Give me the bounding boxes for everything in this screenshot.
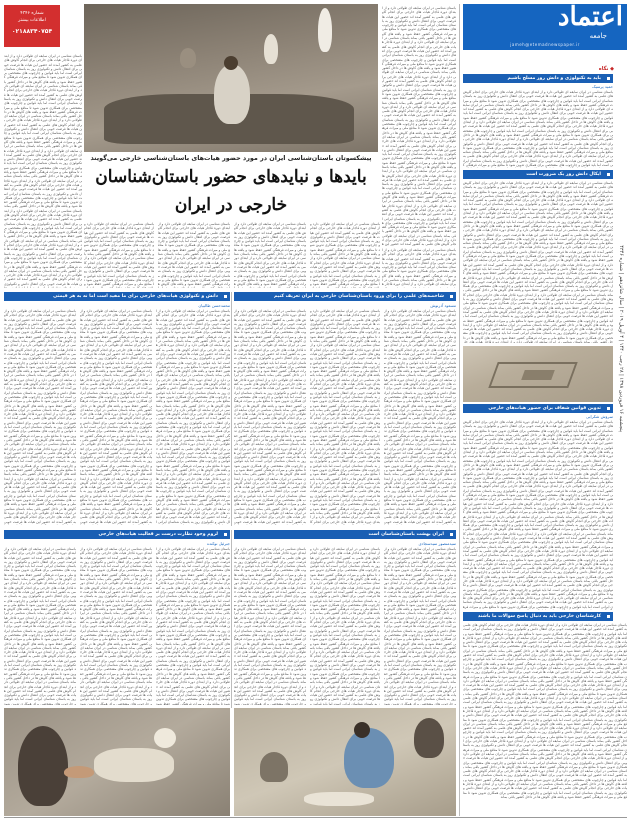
article-2-byline: محمدحسن طالبیان (198, 303, 230, 308)
square-icon (607, 173, 610, 176)
sidebar-section-1-text: باستان شناسی در ایران سابقه ای طولانی دارد و از ابتدای دوره قاجار هیات های خارجی برای انجام کاوش های علمی به کشور آمده اند حضور این هیات ها فرصت خوبی برای انتقال دانش و تکنولوژی روز به باستان شناسان ایرانی است اما باید قوانین و چارچوب های مشخصی برای همکاری تدوین شود تا منافع ملی و میراث فرهنگی کشور حفظ شود و یافته های کاوش ها در داخل کشور باقی بماند باستان شناسی در ایران سابقه ای طولانی دارد و از ابتدای دوره قاجار هیات های خارجی برای انجام کاوش های علمی به کشور آمده اند حضور این هیات ها فرصت خوبی برای انتقال دانش و تکنولوژی روز به باستان شناسان ایرانی است اما باید قوانین و چارچوب های مشخصی برای همکاری تدوین شود تا منافع ملی و میراث فرهنگی کشور حفظ شود و یافته های کاوش ها در داخل کشور باقی بماند باستان شناسی در ایران سابقه ای طولانی دارد و از ابتدای دوره قاجار هیات های خارجی برای انجام کاوش های علمی به کشور آمده اند حضور این هیات ها فرصت خوبی برای انتقال دانش و تکنولوژی روز به باستان شناسان ایرانی است اما باید قوانین و چارچوب های مشخصی برای همکاری تدوین شود تا منافع ملی و میراث فرهنگی کشور حفظ شود و یافته های کاوش ها در داخل کشور باقی بماند باستان شناسی در ایران سابقه ای طولانی دارد و از ابتدای دوره قاجار هیات های خارجی برای انجام کاوش های علمی به کشور آمده اند حضور این هیات ها فرصت خوبی برای انتقال دانش و تکنولوژی روز به باستان شناسان ایرانی است اما باید قوانین و چارچوب های مشخصی برای همکاری تدوین شود تا منافع ملی و میراث فرهنگی کشور حفظ شود و یافته های کاوش ها در داخل کشور باقی بماند باستان شناسی در ایران سابقه ای طولانی دارد و از ابتدای دوره قاجار هیات های خارجی برای انجام کاوش های علمی به کشور آمده اند حضور این هیات ها فرصت خوبی برای انتقال دانش و تکنولوژی روز به باستان شناسان ایرانی است اما باید قوانین و چارچوب های مشخصی برای همکاری تدوین شود تا منافع ملی و میراث فرهنگی ک (463, 90, 613, 168)
square-icon (607, 407, 610, 410)
square-icon (450, 295, 453, 298)
square-icon (450, 533, 453, 536)
article-4-col-2: باستان شناسی در ایران سابقه ای طولانی دارد و از ابتدای دوره قاجار هیات های خارجی برای انجام کاوش های علمی به کشور آمده اند حضور این هیات ها فرصت خوبی برای انتقال دانش و تکنولوژی روز به باستان شناسان ایرانی است اما باید قوانین و چارچوب های مشخصی برای همکاری تدوین شود تا منافع ملی و میراث فرهنگی کشور حفظ شود و یافته های کاوش ها در داخل کشور باقی بماند باستان شناسی در ایران سابقه ای طولانی دارد و از ابتدای دوره قاجار هیات های خارجی برای انجام کاوش های علمی به کشور آمده اند حضور این هیات ها فرصت خوبی برای انتقال دانش و تکنولوژی روز به باستان شناسان ایرانی است اما باید قوانین و چارچوب های مشخصی برای همکاری تدوین شود تا منافع ملی و میراث فرهنگی کشور حفظ شود و یافته های کاوش ها در داخل کشور باقی بماند باستان شناسی در ایران سابقه ای طولانی دارد و از ابتدای دوره قاجار هیات های خارجی برای انجام کاوش های علمی به کشور آمده اند حضور این هیات ها فرصت خوبی برای انتقال دانش و تکنولوژی روز به باستان شناسان ایرانی است اما باید قوانین و چارچوب های مشخصی برای همکاری تدوین شود تا منافع ملی و میراث فرهنگی کشور حفظ شود و یافته های کاوش ها در داخل کشور باقی بماند باستان شناسی در ایران سابقه ای طولانی دارد و از ابتدای دوره قاجار هیات های خارجی برای انجام کاوش های علمی به کشور آمده اند حضور این هیات ها فرصت خوبی برای انتقال دانش و تکنولوژی روز به باستان شناسان ایرانی است اما باید قوانین و چارچوب های مشخصی برای همکاری تدوین شود تا منافع ملی و میراث فرهنگی کشور حفظ شود و یافته های کاوش ها در داخل کشور باقی بماند باستان شناسی در ایران سابقه ای طولانی دارد و از ابتدای دوره قاجار هیات های خارجی برای انجام کاوش های علمی به کشور آمده اند حضور این هیات ها فرصت خوبی برای انتقال دانش و تکنولوژی روز به باستان شناسان ایرانی است اما باید قوانین و چارچوب های مشخصی برای همکاری تدوین شود (80, 547, 152, 705)
sidebar-divider (459, 4, 460, 816)
sidebar-section-1-byline: حمید پرسیک (592, 84, 613, 89)
article-4-col-1: باستان شناسی در ایران سابقه ای طولانی دارد و از ابتدای دوره قاجار هیات های خارجی برای انجام کاوش های علمی به کشور آمده اند حضور این هیات ها فرصت خوبی برای انتقال دانش و تکنولوژی روز به باستان شناسان ایرانی است اما باید قوانین و چارچوب های مشخصی برای همکاری تدوین شود تا منافع ملی و میراث فرهنگی کشور حفظ شود و یافته های کاوش ها در داخل کشور باقی بماند باستان شناسی در ایران سابقه ای طولانی دارد و از ابتدای دوره قاجار هیات های خارجی برای انجام کاوش های علمی به کشور آمده اند حضور این هیات ها فرصت خوبی برای انتقال دانش و تکنولوژی روز به باستان شناسان ایرانی است اما باید قوانین و چارچوب های مشخصی برای همکاری تدوین شود تا منافع ملی و میراث فرهنگی کشور حفظ شود و یافته های کاوش ها در داخل کشور باقی بماند باستان شناسی در ایران سابقه ای طولانی دارد و از ابتدای دوره قاجار هیات های خارجی برای انجام کاوش های علمی به کشور آمده اند حضور این هیات ها فرصت خوبی برای انتقال دانش و تکنولوژی روز به باستان شناسان ایرانی است اما باید قوانین و چارچوب های مشخصی برای همکاری تدوین شود تا منافع ملی و میراث فرهنگی کشور حفظ شود و یافته های کاوش ها در داخل کشور باقی بماند باستان شناسی در ایران سابقه ای طولانی دارد و از ابتدای دوره قاجار هیات های خارجی برای انجام کاوش های علمی به کشور آمده اند حضور این هیات ها فرصت خوبی برای انتقال دانش و تکنولوژی روز به باستان شناسان ایرانی است اما باید قوانین و چارچوب های مشخصی برای همکاری تدوین شود تا منافع ملی و میراث فرهنگی کشور حفظ شود و یافته های کاوش ها در داخل کشور باقی بماند باستان شناسی در ایران سابقه ای طولانی دارد و از ابتدای دوره قاجار هیات های خارجی برای انجام کاوش های علمی به کشور آمده اند حضور این هیات ها فرصت خوبی برای انتقال دانش و تکنولوژی روز به باستان شناسان ایرانی است اما باید قوانین و چارچوب های مشخصی برای همکاری تدوین شود (4, 547, 76, 705)
photo-pottery-excavation (234, 708, 456, 816)
article-2-col-2: باستان شناسی در ایران سابقه ای طولانی دارد و از ابتدای دوره قاجار هیات های خارجی برای انجام کاوش های علمی به کشور آمده اند حضور این هیات ها فرصت خوبی برای انتقال دانش و تکنولوژی روز به باستان شناسان ایرانی است اما باید قوانین و چارچوب های مشخصی برای همکاری تدوین شود تا منافع ملی و میراث فرهنگی کشور حفظ شود و یافته های کاوش ها در داخل کشور باقی بماند باستان شناسی در ایران سابقه ای طولانی دارد و از ابتدای دوره قاجار هیات های خارجی برای انجام کاوش های علمی به کشور آمده اند حضور این هیات ها فرصت خوبی برای انتقال دانش و تکنولوژی روز به باستان شناسان ایرانی است اما باید قوانین و چارچوب های مشخصی برای همکاری تدوین شود تا منافع ملی و میراث فرهنگی کشور حفظ شود و یافته های کاوش ها در داخل کشور باقی بماند باستان شناسی در ایران سابقه ای طولانی دارد و از ابتدای دوره قاجار هیات های خارجی برای انجام کاوش های علمی به کشور آمده اند حضور این هیات ها فرصت خوبی برای انتقال دانش و تکنولوژی روز به باستان شناسان ایرانی است اما باید قوانین و چارچوب های مشخصی برای همکاری تدوین شود تا منافع ملی و میراث فرهنگی کشور حفظ شود و یافته های کاوش ها در داخل کشور باقی بماند باستان شناسی در ایران سابقه ای طولانی دارد و از ابتدای دوره قاجار هیات های خارجی برای انجام کاوش های علمی به کشور آمده اند حضور این هیات ها فرصت خوبی برای انتقال دانش و تکنولوژی روز به باستان شناسان ایرانی است اما باید قوانین و چارچوب های مشخصی برای همکاری تدوین شود تا منافع ملی و میراث فرهنگی کشور حفظ شود و یافته های کاوش ها در داخل کشور باقی بماند باستان شناسی در ایران سابقه ای طولانی دارد و از ابتدای دوره قاجار هیات های خارجی برای انجام کاوش های علمی به کشور آمده اند حضور این هیات ها فرصت خوبی برای انتقال دانش و تکنولوژی روز به باستان شناسان ایرانی است اما باید قوانین و چارچوب های مشخصی برای همکاری تدوین شود تا منافع ملی و میراث فرهنگی کشور حفظ شود و یافته های کاوش ها در داخل کشور باقی بماند باستان شناسی در ایران سابقه ای طولانی دارد و از ابتدای دوره قاجار هیات های خارجی برای انجام کاوش های علمی به کشور آمده اند حضور این هیات ها فرصت خوبی برای انتقال دانش و تکنولوژی روز به باستان شناسان ایرانی است اما باید قوانین و چارچوب های مشخصی برای همکاری تدوین شود تا منافع ملی و میراث فرهنگی کشور حفظ شود و یافته های کاوش ها در داخل کشور باقی بماند باستان شناسی در ایران سابقه ای طولانی دارد و از ابتدای دوره قاجار هیات های خارجی برای انجام کاوش های علمی به کشور آمده اند حضور این هیات ها فرصت خوبی (80, 309, 152, 524)
article-row-2-divider (231, 530, 232, 708)
article-4-byline: جبرئیل نوکنده (207, 541, 230, 546)
archaeologist-figure-4 (180, 48, 196, 68)
bone-fragments (304, 792, 374, 806)
lead-photo-excavation (84, 4, 378, 152)
masthead-logo: اعتماد (557, 2, 623, 32)
article-row-1-divider (231, 292, 232, 526)
ad-box (4, 5, 60, 47)
sidebar-section-4-text: باستان شناسی در ایران سابقه ای طولانی دارد و از ابتدای دوره قاجار هیات های خارجی برای انجام کاوش های علمی به کشور آمده اند حضور این هیات ها فرصت خوبی برای انتقال دانش و تکنولوژی روز به باستان شناسان ایرانی است اما باید قوانین و چارچوب های مشخصی برای همکاری تدوین شود تا منافع ملی و میراث فرهنگی کشور حفظ شود و یافته های کاوش ها در داخل کشور باقی بماند باستان شناسی در ایران سابقه ای طولانی دارد و از ابتدای دوره قاجار هیات های خارجی برای انجام کاوش های علمی به کشور آمده اند حضور این هیات ها فرصت خوبی برای انتقال دانش و تکنولوژی روز به باستان شناسان ایرانی است اما باید قوانین و چارچوب های مشخصی برای همکاری تدوین شود تا منافع ملی و میراث فرهنگی کشور حفظ شود و یافته های کاوش ها در داخل کشور باقی بماند باستان شناسی در ایران سابقه ای طولانی دارد و از ابتدای دوره قاجار هیات های خارجی برای انجام کاوش های علمی به کشور آمده اند حضور این هیات ها فرصت خوبی برای انتقال دانش و تکنولوژی روز به باستان شناسان ایرانی است اما باید قوانین و چارچوب های مشخصی برای همکاری تدوین شود تا منافع ملی و میراث فرهنگی کشور حفظ شود و یافته های کاوش ها در داخل کشور باقی بماند باستان شناسی در ایران سابقه ای طولانی دارد و از ابتدای دوره قاجار هیات های خارجی برای انجام کاوش های علمی به کشور آمده اند حضور این هیات ها فرصت خوبی برای انتقال دانش و تکنولوژی روز به باستان شناسان ایرانی است اما باید قوانین و چارچوب های مشخصی برای همکاری تدوین شود تا منافع ملی و میراث فرهنگی کشور حفظ شود و یافته های کاوش ها در داخل کشور باقی بماند باستان شناسی در ایران سابقه ای طولانی دارد و از ابتدای دوره قاجار هیات های خارجی برای انجام کاوش های علمی به کشور آمده اند حضور این هیات ها فرصت خوبی برای انتقال دانش و تکنولوژی روز به باستان شناسان ایرانی است اما باید قوانین و چارچوب های مشخصی برای همکاری تدوین شود تا منافع ملی و میراث فرهنگی کشور حفظ شود و یافته های کاوش ها در داخل کشور باقی بماند باستان شناسی در ایران سابقه ای طولانی دارد و از ابتدای دوره قاجار هیات های خارجی برای انجام کاوش های علمی به کشور آمده اند حضور این هیات ها فرصت خوبی برای انتقال دانش و تکنولوژی روز به باستان شناسان ایرانی است اما باید قوانین و چارچوب های مشخصی برای همکاری تدوین شود تا منافع ملی و میراث فرهنگی کشور حفظ شود و یافته های کاوش ها در داخل کشور باقی بماند باستان شناسی در ایران سابقه ای طولانی دارد و از ابتدای دوره قاجار هیات های خارجی برای انجام کاوش های علمی به کشور آمده اند حضور این هیات ها فرصت خوبی برای انتقال دانش و تکنولوژی روز به باستان شناسان ایرانی است اما باید قوانین و چارچوب های مشخصی برای همکاری تدوین شود تا منافع ملی و میراث فرهنگی کشور حفظ شود و یافته های کاوش ها در داخل کشور باقی بماند باستان شناسی در ایران سابقه ای طولانی دارد و از ابتدای دوره قاجار هیات های خارجی برای انجام کاوش های علمی به کشور آمده اند حضور این هیات ها فرصت خوبی برای انتقال دانش و تکنولوژی روز به باستان شناسان ایرانی است اما باید قوانین و چارچوب های مشخصی برای همکاری تدوین شود تا منافع ملی و میراث فرهنگی کشور حفظ شود و یافته های کاوش ها در داخل کشور باقی بماند باستان شناسی در ایران سابقه ای طولانی دارد و از ابتدای دوره قاجار هیات های خارجی برای انجام کاوش های علمی به کشور آمده اند حضور این هیات ها فرصت خوبی برای انتقال دانش و تکنولوژی روز به باستان شناسان ایرانی است اما باید قوانین و چارچوب های مشخصی برای همکاری تدوین شود تا منافع ملی و میراث فرهنگی کشور حفظ شود و یافته های کاوش ها در داخل کشور باقی بماند باستان شناسی در ایران سابقه ای طولانی دارد و از ابتدای دوره قاجار هیات های خارجی برای انجام کاوش های علمی به کشور آمده اند حضور این هیات ها فرصت خوبی برای انتقال دانش و تکنولوژی روز به باستان شناسان ایرانی است اما باید قوانین و چارچوب های مشخصی برای همکاری تدوین شود تا منافع ملی و میراث فرهنگی کشور حفظ شود و یافته های کاوش ها در داخل کشور باقی بماند باستان شناسی در ایران سابقه ای طولانی دارد و از ابتدای دوره قاجار هیات های خارجی برای انجام کاوش های علمی به کشور آمده اند حضور این هیات ها فرصت خوبی برای انتقال دانش و تکنولوژی روز به باستان شناسان ایرانی است اما باید قوانین و چارچوب های مشخصی برای همکاری تدوین شود تا منافع ملی و میراث فرهنگی کشور حفظ شود و یافته های کاوش ها در داخل کشور باقی بماند باستان شناسی در ایران سابقه ای طولانی دارد و از ابتدای دوره قاجار هیات های خارجی برای انجام کاوش های علمی به کشور آمده اند حضور این هیات ها فرصت خوبی برای انتقال دانش و تکنولوژی روز به باستان شناسان ایرانی است اما باید قوانین و چارچوب های مشخصی برای همکاری تدوین شود تا منافع ملی و میراث فرهنگی کشور حفظ شود و یافته های کاوش ها در داخل کشور باقی بماند (463, 623, 627, 799)
skull (154, 728, 176, 748)
article-2-title: دانش و تکنولوژی هیات‌های خارجی برای ما مفید است اما نه به هر قیمتی (4, 292, 230, 301)
excavator-figure-2 (414, 718, 444, 758)
square-icon (607, 77, 610, 80)
masthead-email: jameh@etemadnewspaper.ir (510, 42, 580, 47)
sidebar-tag-label: نگاه (598, 66, 609, 72)
lead-body-col-3: باستان شناسی در ایران سابقه ای طولانی دارد و از ابتدای دوره قاجار هیات های خارجی برای انجام کاوش های علمی به کشور آمده اند حضور این هیات ها فرصت خوبی برای انتقال دانش و تکنولوژی روز به باستان شناسان ایرانی است اما باید قوانین و چارچوب های مشخصی برای همکاری تدوین شود تا منافع ملی و میراث فرهنگی کشور حفظ شود و یافته های کاوش ها در داخل کشور باقی بماند باستان شناسی در ایران سابقه ای طولانی دارد و از ابتدای دوره قاجار هیات های خارجی برای انجام کاوش های علمی به کشور آمده اند حضور این هیات ها فرصت خوبی برای انتقال دانش و تکنولوژی روز به باستان شناسان ایرانی است اما باید قوانین و چارچوب های مشخصی برای همکاری تدوین شود تا منافع ملی و میراث فرهنگی کشور حفظ شود و یافته های کاوش ه (234, 222, 306, 287)
article-1-byline: مسعود آذرنوش (430, 303, 456, 308)
archaeologist-head (224, 56, 238, 70)
sidebar-section-4-title: کارشناسان خارجی باید به دنبال پاسخ سوالات ما باشند (463, 612, 613, 621)
sidebar-tag (560, 66, 614, 74)
article-3-col-3: باستان شناسی در ایران سابقه ای طولانی دارد و از ابتدای دوره قاجار هیات های خارجی برای انجام کاوش های علمی به کشور آمده اند حضور این هیات ها فرصت خوبی برای انتقال دانش و تکنولوژی روز به باستان شناسان ایرانی است اما باید قوانین و چارچوب های مشخصی برای همکاری تدوین شود تا منافع ملی و میراث فرهنگی کشور حفظ شود و یافته های کاوش ها در داخل کشور باقی بماند باستان شناسی در ایران سابقه ای طولانی دارد و از ابتدای دوره قاجار هیات های خارجی برای انجام کاوش های علمی به کشور آمده اند حضور این هیات ها فرصت خوبی برای انتقال دانش و تکنولوژی روز به باستان شناسان ایرانی است اما باید قوانین و چارچوب های مشخصی برای همکاری تدوین شود تا منافع ملی و میراث فرهنگی کشور حفظ شود و یافته های کاوش ها در داخل کشور باقی بماند باستان شناسی در ایران سابقه ای طولانی دارد و از ابتدای دوره قاجار هیات های خارجی برای انجام کاوش های علمی به کشور آمده اند حضور این هیات ها فرصت خوبی برای انتقال دانش و تکنولوژی روز به باستان شناسان ایرانی است اما باید قوانین و چارچوب های مشخصی برای همکاری تدوین شود تا منافع ملی و میراث فرهنگی کشور حفظ شود و یافته های کاوش ها در داخل کشور باقی بماند باستان شناسی در ایران سابقه ای طولانی دارد و از ابتدای دوره قاجار هیات های خارجی برای انجام کاوش های علمی به کشور آمده اند حضور این هیات ها فرصت خوبی برای انتقال دانش و تکنولوژی روز به باستان شناسان ایرانی است اما باید قوانین و چارچوب های مشخصی برای همکاری تدوین شود تا منافع ملی و میراث فرهنگی کشور حفظ شود و یافته های کاوش ها در داخل کشور باقی بماند باستان شناسی در ایران سابقه ای طولانی دارد و از ابتدای دوره قاجار هیات های خارجی برای انجام کاوش های علمی به کشور آمده اند حضور این هیات ها فرصت خوبی برای انتقال دانش و تکنولوژی روز به باستان شناسان ایرانی است اما باید قوانین و چارچوب های مشخصی برای همکاری تدوین شود (384, 547, 456, 705)
ad-line-2: اطلاعات بیشتر (18, 18, 46, 23)
site-structure (521, 370, 555, 380)
pottery-jar (260, 752, 288, 782)
dateline-text: پنجشنبه ۱۶ فروردین ۱۳۹۸ | ۲۸ رجب ۱۴۴۰ | ۴ آوریل ۲۰۱۹ | سال شانزدهم | شماره ۴۳۴۶ (618, 245, 624, 432)
square-icon (224, 295, 227, 298)
lead-headline-line-1: بایدها و نبایدهای حضور باستان‌شناسان (95, 167, 367, 187)
article-1-col-2: باستان شناسی در ایران سابقه ای طولانی دارد و از ابتدای دوره قاجار هیات های خارجی برای انجام کاوش های علمی به کشور آمده اند حضور این هیات ها فرصت خوبی برای انتقال دانش و تکنولوژی روز به باستان شناسان ایرانی است اما باید قوانین و چارچوب های مشخصی برای همکاری تدوین شود تا منافع ملی و میراث فرهنگی کشور حفظ شود و یافته های کاوش ها در داخل کشور باقی بماند باستان شناسی در ایران سابقه ای طولانی دارد و از ابتدای دوره قاجار هیات های خارجی برای انجام کاوش های علمی به کشور آمده اند حضور این هیات ها فرصت خوبی برای انتقال دانش و تکنولوژی روز به باستان شناسان ایرانی است اما باید قوانین و چارچوب های مشخصی برای همکاری تدوین شود تا منافع ملی و میراث فرهنگی کشور حفظ شود و یافته های کاوش ها در داخل کشور باقی بماند باستان شناسی در ایران سابقه ای طولانی دارد و از ابتدای دوره قاجار هیات های خارجی برای انجام کاوش های علمی به کشور آمده اند حضور این هیات ها فرصت خوبی برای انتقال دانش و تکنولوژی روز به باستان شناسان ایرانی است اما باید قوانین و چارچوب های مشخصی برای همکاری تدوین شود تا منافع ملی و میراث فرهنگی کشور حفظ شود و یافته های کاوش ها در داخل کشور باقی بماند باستان شناسی در ایران سابقه ای طولانی دارد و از ابتدای دوره قاجار هیات های خارجی برای انجام کاوش های علمی به کشور آمده اند حضور این هیات ها فرصت خوبی برای انتقال دانش و تکنولوژی روز به باستان شناسان ایرانی است اما باید قوانین و چارچوب های مشخصی برای همکاری تدوین شود تا منافع ملی و میراث فرهنگی کشور حفظ شود و یافته های کاوش ها در داخل کشور باقی بماند باستان شناسی در ایران سابقه ای طولانی دارد و از ابتدای دوره قاجار هیات های خارجی برای انجام کاوش های علمی به کشور آمده اند حضور این هیات ها فرصت خوبی برای انتقال دانش و تکنولوژی روز به باستان شناسان ایرانی است اما باید قوانین و چارچوب های مشخصی برای همکاری تدوین شود تا منافع ملی و میراث فرهنگی کشور حفظ شود و یافته های کاوش ها در داخل کشور باقی بماند باستان شناسی در ایران سابقه ای طولانی دارد و از ابتدای دوره قاجار هیات های خارجی برای انجام کاوش های علمی به کشور آمده اند حضور این هیات ها فرصت خوبی برای انتقال دانش و تکنولوژی روز به باستان شناسان ایرانی است اما باید قوانین و چارچوب های مشخصی برای همکاری تدوین شود تا منافع ملی و میراث فرهنگی کشور حفظ شود و یافته های کاوش ها در داخل کشور باقی بماند باستان شناسی در ایران سابقه ای طولانی دارد و از ابتدای دوره قاجار هیات های خارجی برای انجام کا (310, 309, 380, 524)
excavator-figure-blue (344, 728, 394, 788)
square-icon (224, 533, 227, 536)
lead-body-col-1: باستان شناسی در ایران سابقه ای طولانی دارد و از ابتدای دوره قاجار هیات های خارجی برای انجام کاوش های علمی به کشور آمده اند حضور این هیات ها فرصت خوبی برای انتقال دانش و تکنولوژی روز به باستان شناسان ایرانی است اما باید قوانین و چارچوب های مشخصی برای همکاری تدوین شود تا منافع ملی و میراث فرهنگی کشور حفظ شود و یافته های کاوش ها در داخل کشور باقی بماند باستان شناسی در ایران سابقه ای طولانی دارد و از ابتدای دوره قاجار هیات های خارجی برای انجام کاوش های علمی به کشور آمده اند حضور این هیات ها فرصت خوبی برای انتقال دانش و تکنولوژی روز به باستان شناسان ایرانی است اما باید قوانین و چارچوب های مشخصی برای همکاری تدوین شود تا منافع ملی و میراث فرهنگی کشور حفظ شود و (84, 222, 154, 287)
article-4-title: لزوم وجود نظارت درست بر فعالیت هیات‌های خارجی (4, 530, 230, 539)
sidebar-photo-aerial-site (463, 346, 613, 402)
sidebar-section-3-title: تدوین قوانین شفاف برای حضور هیات‌های خارجی (463, 404, 613, 413)
article-3-title: ایران بهشت باستان‌شناسان است (234, 530, 456, 539)
square-icon (607, 615, 610, 618)
ad-phone: ۰۲۱۸۸۳۴۰۷۵۴ (11, 28, 53, 35)
archaeologist-figure-main (214, 64, 250, 124)
masthead-section: جامعه (589, 32, 607, 40)
lead-intro-text: باستان شناسی در ایران سابقه ای طولانی دارد و از ابتدای دوره قاجار هیات های خارجی برای انجام کاوش های علمی به کشور آمده اند حضور این هیات ها فرصت خوبی برای انتقال دانش و تکنولوژی روز به باستان شناسان ایرانی است اما باید قوانین و چارچوب های مشخصی برای همکاری تدوین شود تا منافع ملی و میراث فرهنگی کشور حفظ شود و یافته های کاوش ها در داخل کشور باقی بماند باستان شناسی در ایران سابقه ای طولانی دارد و از ابتدای دوره قاجار هیات های خارجی برای انجام کاوش های علمی به کشور آمده اند حضور این هیات ها فرصت خوبی برای انتقال دانش و تکنولوژی روز به باستان شناسان ایرانی است اما باید قوانین و چارچوب های مشخصی برای همکاری تدوین شود تا منافع ملی و میراث فرهنگی کشور حفظ شود و یافته های کاوش ها در داخل کشور باقی بماند باستان شناسی در ایران سابقه ای طولانی دارد و از ابتدای دوره قاجار هیات های خارجی برای انجام کاوش های علمی به کشور آمده اند حضور این هیات ها فرصت خوبی برای انتقال دانش و تکنولوژی روز به باستان شناسان ایرانی است اما باید قوانین و چارچوب های مشخصی برای همکاری تدوین شود تا منافع ملی و میراث فرهنگی کشور حفظ شود و یافته های کاوش ها در داخل کشور باقی بماند باستان شناسی در ایران سابقه ای طولانی دارد و از ابتدای دوره قاجار هیات های خارجی برای انجام کاوش های علمی به کشور آمده اند حضور این هیات ها فرصت خوبی برای انتقال دانش و تکنولوژی روز به باستان شناسان ایرانی است اما باید قوانین و چارچوب های مشخصی برای همکاری تدوین شود تا منافع ملی و میراث فرهنگی کشور حفظ شود و یافته های کاوش ها در داخل کشور باقی بماند باستان شناسی در ایران سابقه ای طولانی دارد و از ابتدای دوره قاجار هیات های خارجی برای انجام کاوش های علمی به کشور آمده اند حضور این هیات ها فرصت خوبی برای انتقال دانش و تکنولوژی روز به باستان شناسان ایرانی است اما باید قوانین و چارچوب های مشخصی برای همکاری تدوین شود تا منافع ملی و میراث فرهنگی کشور حفظ شود و یافته های کاوش ها در داخل کشور باقی بماند باستان شناسی در ایران سابقه ای طولانی دارد و از ابتدای دوره قاجار هیات های خارجی برای انجام کاوش های علمی به کشور آمده اند حضور این هیات ها فرصت خوبی برای انتقال دانش و تکنولوژی روز به باستان شناسان ایرانی است اما باید قوانین و چارچوب های مشخصی برای همکاری تدوین شود تا منافع ملی و میراث فرهنگی کشور حفظ شود و یافته های کاوش ها در داخل کشور باقی بماند باستان شناسی در ایران سابقه ای طولانی دارد و از ابتدای دوره قاجار هیات های خارجی برای انجام کاوش های علمی به کشور آمده اند حضور این هیات ها فرصت خوبی برای انتقال دانش و تکنولوژی روز به باستان شناسان ایرانی است اما باید قوانین و چارچوب های مشخصی برای همکاری تدوین شود تا منافع ملی و میراث فرهنگی کشور حفظ شود و یافته های کاوش ها در داخل کشور باقی بماند باستان شناسی در ایران سابقه ای طولانی دارد و از ابتدای دوره قاجار هیات های خارجی برای انجام کاوش های علمی به کشور آمده اند حضور این ه (382, 6, 456, 246)
article-3-col-2: باستان شناسی در ایران سابقه ای طولانی دارد و از ابتدای دوره قاجار هیات های خارجی برای انجام کاوش های علمی به کشور آمده اند حضور این هیات ها فرصت خوبی برای انتقال دانش و تکنولوژی روز به باستان شناسان ایرانی است اما باید قوانین و چارچوب های مشخصی برای همکاری تدوین شود تا منافع ملی و میراث فرهنگی کشور حفظ شود و یافته های کاوش ها در داخل کشور باقی بماند باستان شناسی در ایران سابقه ای طولانی دارد و از ابتدای دوره قاجار هیات های خارجی برای انجام کاوش های علمی به کشور آمده اند حضور این هیات ها فرصت خوبی برای انتقال دانش و تکنولوژی روز به باستان شناسان ایرانی است اما باید قوانین و چارچوب های مشخصی برای همکاری تدوین شود تا منافع ملی و میراث فرهنگی کشور حفظ شود و یافته های کاوش ها در داخل کشور باقی بماند باستان شناسی در ایران سابقه ای طولانی دارد و از ابتدای دوره قاجار هیات های خارجی برای انجام کاوش های علمی به کشور آمده اند حضور این هیات ها فرصت خوبی برای انتقال دانش و تکنولوژی روز به باستان شناسان ایرانی است اما باید قوانین و چارچوب های مشخصی برای همکاری تدوین شود تا منافع ملی و میراث فرهنگی کشور حفظ شود و یافته های کاوش ها در داخل کشور باقی بماند باستان شناسی در ایران سابقه ای طولانی دارد و از ابتدای دوره قاجار هیات های خارجی برای انجام کاوش های علمی به کشور آمده اند حضور این هیات ها فرصت خوبی برای انتقال دانش و تکنولوژی روز به باستان شناسان ایرانی است اما باید قوانین و چارچوب های مشخصی برای همکاری تدوین شود تا منافع ملی و میراث فرهنگی کشور حفظ شود و یافته های کاوش ها در داخل کشور باقی بماند باستان شناسی در ایران سابقه ای طولانی دارد و از ابتدای دوره قاجار هیات های خارجی برای انجام کاوش های علمی به کشور آمده اند حضور این هیات ها فرصت خوبی برای انتقال دانش و تکنولوژی روز به باستان شناسان ایرانی است اما باید قوانین و (310, 547, 380, 705)
article-4-col-3: باستان شناسی در ایران سابقه ای طولانی دارد و از ابتدای دوره قاجار هیات های خارجی برای انجام کاوش های علمی به کشور آمده اند حضور این هیات ها فرصت خوبی برای انتقال دانش و تکنولوژی روز به باستان شناسان ایرانی است اما باید قوانین و چارچوب های مشخصی برای همکاری تدوین شود تا منافع ملی و میراث فرهنگی کشور حفظ شود و یافته های کاوش ها در داخل کشور باقی بماند باستان شناسی در ایران سابقه ای طولانی دارد و از ابتدای دوره قاجار هیات های خارجی برای انجام کاوش های علمی به کشور آمده اند حضور این هیات ها فرصت خوبی برای انتقال دانش و تکنولوژی روز به باستان شناسان ایرانی است اما باید قوانین و چارچوب های مشخصی برای همکاری تدوین شود تا منافع ملی و میراث فرهنگی کشور حفظ شود و یافته های کاوش ها در داخل کشور باقی بماند باستان شناسی در ایران سابقه ای طولانی دارد و از ابتدای دوره قاجار هیات های خارجی برای انجام کاوش های علمی به کشور آمده اند حضور این هیات ها فرصت خوبی برای انتقال دانش و تکنولوژی روز به باستان شناسان ایرانی است اما باید قوانین و چارچوب های مشخصی برای همکاری تدوین شود تا منافع ملی و میراث فرهنگی کشور حفظ شود و یافته های کاوش ها در داخل کشور باقی بماند باستان شناسی در ایران سابقه ای طولانی دارد و از ابتدای دوره قاجار هیات های خارجی برای انجام کاوش های علمی به کشور آمده اند حضور این هیات ها فرصت خوبی برای انتقال دانش و تکنولوژی روز به باستان شناسان ایرانی است اما باید قوانین و چارچوب های مشخصی برای همکاری تدوین شود تا منافع ملی و میراث فرهنگی کشور حفظ شود و یافته های کاوش ها در داخل کشور باقی بماند باستان شناسی در ایران سابقه ای طولانی دارد و از ابتدای دوره قاجار هیات های خارجی برای انجام کاوش های علمی به کشور آمده اند حضور این هیات ها فرصت خوبی برای انتقال دانش و تکنولوژی روز به باستان شناسان ایرانی است اما باید قوانین و چارچوب های مشخصی برای همکاری تدوین شود تا منافع ملی و میراث فرهنگی کشور حفظ شود (156, 547, 230, 705)
article-3-byline: سیدمنصور سیدسجادی (418, 541, 456, 546)
left-column-text: باستان شناسی در ایران سابقه ای طولانی دارد و از ابتدای دوره قاجار هیات های خارجی برای انجام کاوش های علمی به کشور آمده اند حضور این هیات ها فرصت خوبی برای انتقال دانش و تکنولوژی روز به باستان شناسان ایرانی است اما باید قوانین و چارچوب های مشخصی برای همکاری تدوین شود تا منافع ملی و میراث فرهنگی کشور حفظ شود و یافته های کاوش ها در داخل کشور باقی بماند باستان شناسی در ایران سابقه ای طولانی دارد و از ابتدای دوره قاجار هیات های خارجی برای انجام کاوش های علمی به کشور آمده اند حضور این هیات ها فرصت خوبی برای انتقال دانش و تکنولوژی روز به باستان شناسان ایرانی است اما باید قوانین و چارچوب های مشخصی برای همکاری تدوین شود تا منافع ملی و میراث فرهنگی کشور حفظ شود و یافته های کاوش ها در داخل کشور باقی بماند باستان شناسی در ایران سابقه ای طولانی دارد و از ابتدای دوره قاجار هیات های خارجی برای انجام کاوش های علمی به کشور آمده اند حضور این هیات ها فرصت خوبی برای انتقال دانش و تکنولوژی روز به باستان شناسان ایرانی است اما باید قوانین و چارچوب های مشخصی برای همکاری تدوین شود تا منافع ملی و میراث فرهنگی کشور حفظ شود و یافته های کاوش ها در داخل کشور باقی بماند باستان شناسی در ایران سابقه ای طولانی دارد و از ابتدای دوره قاجار هیات های خارجی برای انجام کاوش های علمی به کشور آمده اند حضور این هیات ها فرصت خوبی برای انتقال دانش و تکنولوژی روز به باستان شناسان ایرانی است اما باید قوانین و چارچوب های مشخصی برای همکاری تدوین شود تا منافع ملی و میراث فرهنگی کشور حفظ شود و یافته های کاوش ها در داخل کشور باقی بماند باستان شناسی در ایران سابقه ای طولانی دارد و از ابتدای دوره قاجار هیات های خارجی برای انجام کاوش های علمی به کشور آمده اند حضور این هیات ها فرصت خوبی برای انتقال دانش و تکنولوژی روز به باستان شناسان ایرانی است اما باید قوانین و چارچوب های مشخصی برای همکاری تدوین شود تا منافع ملی و میراث فرهنگی کشور حفظ شود و یافته های کاوش ها در داخل کشور باقی بماند باستان شناسی در ایران سابقه ای طولانی دارد و از ابتدای دوره قاجار هیات های خارجی برای انجام کاوش های علمی به کشور آمده اند حضور این هیات ها فرصت خوبی برای انتقال دانش و تکنولوژی روز به باستان شناسان ایرانی است اما باید قوانین و چارچوب های مشخصی برای همکاری تدوین شود تا منافع ملی و میراث فرهنگی کشور حفظ شود و یافته های کاوش ها در داخل کشور باقی بماند باستان شناسی در ایران سابقه ای طولانی دارد و از ابتدای دوره قاجار هیات های خارجی برای انجام کاوش های علمی به کشور آمده اند حضور این هیات ها فرصت خوبی برای انتقال دانش و تکنولوژی روز به باستان شناسان ایرانی است اما باید قوانین و چارچوب های مشخصی برای همکاری تدوین شود تا منافع ملی و میراث فرهنگی کشور حفظ شود و یافته های کاوش ها در داخل کشور باقی بماند باستان شناسی در ایران سابقه ای طولانی دارد و از ابتدای دوره قاجار هیات های خارجی برای انجام کاوش های علمی به کشور آمده اند حضور این هیات ها فرصت خوبی برای انتقال دانش و تکنولوژی (4, 54, 82, 286)
article-1-title: شاخصه‌های علمی را برای ورود باستان‌شناسان خارجی به ایران تعریف کنیم (234, 292, 456, 301)
worker-figure (18, 726, 68, 806)
article-2-col-1: باستان شناسی در ایران سابقه ای طولانی دارد و از ابتدای دوره قاجار هیات های خارجی برای انجام کاوش های علمی به کشور آمده اند حضور این هیات ها فرصت خوبی برای انتقال دانش و تکنولوژی روز به باستان شناسان ایرانی است اما باید قوانین و چارچوب های مشخصی برای همکاری تدوین شود تا منافع ملی و میراث فرهنگی کشور حفظ شود و یافته های کاوش ها در داخل کشور باقی بماند باستان شناسی در ایران سابقه ای طولانی دارد و از ابتدای دوره قاجار هیات های خارجی برای انجام کاوش های علمی به کشور آمده اند حضور این هیات ها فرصت خوبی برای انتقال دانش و تکنولوژی روز به باستان شناسان ایرانی است اما باید قوانین و چارچوب های مشخصی برای همکاری تدوین شود تا منافع ملی و میراث فرهنگی کشور حفظ شود و یافته های کاوش ها در داخل کشور باقی بماند باستان شناسی در ایران سابقه ای طولانی دارد و از ابتدای دوره قاجار هیات های خارجی برای انجام کاوش های علمی به کشور آمده اند حضور این هیات ها فرصت خوبی برای انتقال دانش و تکنولوژی روز به باستان شناسان ایرانی است اما باید قوانین و چارچوب های مشخصی برای همکاری تدوین شود تا منافع ملی و میراث فرهنگی کشور حفظ شود و یافته های کاوش ها در داخل کشور باقی بماند باستان شناسی در ایران سابقه ای طولانی دارد و از ابتدای دوره قاجار هیات های خارجی برای انجام کاوش های علمی به کشور آمده اند حضور این هیات ها فرصت خوبی برای انتقال دانش و تکنولوژی روز به باستان شناسان ایرانی است اما باید قوانین و چارچوب های مشخصی برای همکاری تدوین شود تا منافع ملی و میراث فرهنگی کشور حفظ شود و یافته های کاوش ها در داخل کشور باقی بماند باستان شناسی در ایران سابقه ای طولانی دارد و از ابتدای دوره قاجار هیات های خارجی برای انجام کاوش های علمی به کشور آمده اند حضور این هیات ها فرصت خوبی برای انتقال دانش و تکنولوژی روز به باستان شناسان ایرانی است اما باید قوانین و چارچوب های مشخصی برای همکاری تدوین شود تا منافع ملی و میراث فرهنگی کشور حفظ شود و یافته های کاوش ها در داخل کشور باقی بماند باستان شناسی در ایران سابقه ای طولانی دارد و از ابتدای دوره قاجار هیات های خارجی برای انجام کاوش های علمی به کشور آمده اند حضور این هیات ها فرصت خوبی برای انتقال دانش و تکنولوژی روز به باستان شناسان ایرانی است اما باید قوانین و چارچوب های مشخصی برای همکاری تدوین شود تا منافع ملی و میراث فرهنگی کشور حفظ شود و یافته های کاوش ها در داخل کشور باقی بماند باستان شناسی در ایران سابقه ای طولانی دارد و از ابتدای دوره قاجار هیات های خارجی برای انجام کاوش های علمی به کشور آمده اند حضور این هیات ها فرصت خوبی (4, 309, 76, 524)
sidebar-section-1-title: باید به تکنولوژی و دانش روز مسلح باشیم (463, 74, 613, 83)
sidebar-section-2-text: باستان شناسی در ایران سابقه ای طولانی دارد و از ابتدای دوره قاجار هیات های خارجی برای انجام کاوش های علمی به کشور آمده اند حضور این هیات ها فرصت خوبی برای انتقال دانش و تکنولوژی روز به باستان شناسان ایرانی است اما باید قوانین و چارچوب های مشخصی برای همکاری تدوین شود تا منافع ملی و میراث فرهنگی کشور حفظ شود و یافته های کاوش ها در داخل کشور باقی بماند باستان شناسی در ایران سابقه ای طولانی دارد و از ابتدای دوره قاجار هیات های خارجی برای انجام کاوش های علمی به کشور آمده اند حضور این هیات ها فرصت خوبی برای انتقال دانش و تکنولوژی روز به باستان شناسان ایرانی است اما باید قوانین و چارچوب های مشخصی برای همکاری تدوین شود تا منافع ملی و میراث فرهنگی کشور حفظ شود و یافته های کاوش ها در داخل کشور باقی بماند باستان شناسی در ایران سابقه ای طولانی دارد و از ابتدای دوره قاجار هیات های خارجی برای انجام کاوش های علمی به کشور آمده اند حضور این هیات ها فرصت خوبی برای انتقال دانش و تکنولوژی روز به باستان شناسان ایرانی است اما باید قوانین و چارچوب های مشخصی برای همکاری تدوین شود تا منافع ملی و میراث فرهنگی کشور حفظ شود و یافته های کاوش ها در داخل کشور باقی بماند باستان شناسی در ایران سابقه ای طولانی دارد و از ابتدای دوره قاجار هیات های خارجی برای انجام کاوش های علمی به کشور آمده اند حضور این هیات ها فرصت خوبی برای انتقال دانش و تکنولوژی روز به باستان شناسان ایرانی است اما باید قوانین و چارچوب های مشخصی برای همکاری تدوین شود تا منافع ملی و میراث فرهنگی کشور حفظ شود و یافته های کاوش ها در داخل کشور باقی بماند باستان شناسی در ایران سابقه ای طولانی دارد و از ابتدای دوره قاجار هیات های خارجی برای انجام کاوش های علمی به کشور آمده اند حضور این هیات ها فرصت خوبی برای انتقال دانش و تکنولوژی روز به باستان شناسان ایرانی است اما باید قوانین و چارچوب های مشخصی برای همکاری تدوین شود تا منافع ملی و میراث فرهنگی کشور حفظ شود و یافته های کاوش ها در داخل کشور باقی بماند باستان شناسی در ایران سابقه ای طولانی دارد و از ابتدای دوره قاجار هیات های خارجی برای انجام کاوش های علمی به کشور آمده اند حضور این هیات ها فرصت خوبی برای انتقال دانش و تکنولوژی روز به باستان شناسان ایرانی است اما باید قوانین و چارچوب های مشخصی برای همکاری تدوین شود تا منافع ملی و میراث فرهنگی کشور حفظ شود و یافته های کاوش ها در داخل کشور باقی بماند باستان شناسی در ایران سابقه ای طولانی دارد و از ابتدای دوره قاجار هیات های خارجی برای انجام کاوش های علمی به کشور آمده اند حضور این هیات ها فرصت خوبی برای انتقال دانش و تکنولوژی روز به باستان شناسان ایرانی است اما باید قوانین و چارچوب های مشخصی برای همکاری تدوین شود تا منافع ملی و میراث فرهنگی کشور حفظ شود و یافته های کاوش ها در داخل کشور باقی بماند باستان شناسی در ایران سابقه ای طولانی دارد و از ابتدای دوره قاجار هیات های خارجی برای انجام کاوش های علمی به کشور آمده اند حضور این هیات ها فرصت خوبی برای انتقال دانش و تکنولوژی روز به باستان شناسان ایرانی است اما باید قوانین و چارچوب های مشخصی برای همکاری تدوین شود تا منافع ملی و میراث فرهنگی کشور حفظ شود و یافته های کاوش ها در داخل کشور باقی بماند باستان شناسی در ایران سابقه ای طولانی دارد و از ابتدای دوره قاجار هیات های خارجی برای انجام کاوش های علمی به کشور آمده اند حضور این هیات ها فرصت خوبی برای انتقال دانش و تکنولوژی روز به باستان شناسان ایرانی است اما باید قوانین و چارچوب های مشخصی برای همکاری تدوین شود تا منافع ملی و میراث فرهنگی کشور حفظ شود و یافته های کاوش ها در داخل کشور باقی بماند باستان شناسی در ایران سابقه ای طولانی دارد و از ابتدای دوره قاجار هیات های خارجی برای انجام کاوش های علمی به کشور آمده اند حضور این هیات ها فرصت خوبی برای انتقال دانش و تکنولوژی روز به باستان شناسان ایرانی است اما باید قوانین و چارچوب های مشخصی برای همکاری تدوین شود تا منافع ملی و میراث فرهنگی کشور حفظ شود و یافته های کاوش ها در داخل کشور باقی بماند باستان شناسی در ایران سابقه ای طولانی دارد و از ابتدای دوره قاجار هیات های خار (463, 181, 613, 343)
sidebar-section-3-byline: سروش شکرایی (586, 414, 613, 419)
sidebar-tag-icon: ◆ (610, 66, 614, 72)
archaeologist-figure-3 (318, 8, 332, 52)
article-2-col-3: باستان شناسی در ایران سابقه ای طولانی دارد و از ابتدای دوره قاجار هیات های خارجی برای انجام کاوش های علمی به کشور آمده اند حضور این هیات ها فرصت خوبی برای انتقال دانش و تکنولوژی روز به باستان شناسان ایرانی است اما باید قوانین و چارچوب های مشخصی برای همکاری تدوین شود تا منافع ملی و میراث فرهنگی کشور حفظ شود و یافته های کاوش ها در داخل کشور باقی بماند باستان شناسی در ایران سابقه ای طولانی دارد و از ابتدای دوره قاجار هیات های خارجی برای انجام کاوش های علمی به کشور آمده اند حضور این هیات ها فرصت خوبی برای انتقال دانش و تکنولوژی روز به باستان شناسان ایرانی است اما باید قوانین و چارچوب های مشخصی برای همکاری تدوین شود تا منافع ملی و میراث فرهنگی کشور حفظ شود و یافته های کاوش ها در داخل کشور باقی بماند باستان شناسی در ایران سابقه ای طولانی دارد و از ابتدای دوره قاجار هیات های خارجی برای انجام کاوش های علمی به کشور آمده اند حضور این هیات ها فرصت خوبی برای انتقال دانش و تکنولوژی روز به باستان شناسان ایرانی است اما باید قوانین و چارچوب های مشخصی برای همکاری تدوین شود تا منافع ملی و میراث فرهنگی کشور حفظ شود و یافته های کاوش ها در داخل کشور باقی بماند باستان شناسی در ایران سابقه ای طولانی دارد و از ابتدای دوره قاجار هیات های خارجی برای انجام کاوش های علمی به کشور آمده اند حضور این هیات ها فرصت خوبی برای انتقال دانش و تکنولوژی روز به باستان شناسان ایرانی است اما باید قوانین و چارچوب های مشخصی برای همکاری تدوین شود تا منافع ملی و میراث فرهنگی کشور حفظ شود و یافته های کاوش ها در داخل کشور باقی بماند باستان شناسی در ایران سابقه ای طولانی دارد و از ابتدای دوره قاجار هیات های خارجی برای انجام کاوش های علمی به کشور آمده اند حضور این هیات ها فرصت خوبی برای انتقال دانش و تکنولوژی روز به باستان شناسان ایرانی است اما باید قوانین و چارچوب های مشخصی برای همکاری تدوین شود تا منافع ملی و میراث فرهنگی کشور حفظ شود و یافته های کاوش ها در داخل کشور باقی بماند باستان شناسی در ایران سابقه ای طولانی دارد و از ابتدای دوره قاجار هیات های خارجی برای انجام کاوش های علمی به کشور آمده اند حضور این هیات ها فرصت خوبی برای انتقال دانش و تکنولوژی روز به باستان شناسان ایرانی است اما باید قوانین و چارچوب های مشخصی برای همکاری تدوین شود تا منافع ملی و میراث فرهنگی کشور حفظ شود و یافته های کاوش ها در داخل کشور باقی بماند باستان شناسی در ایران سابقه ای طولانی دارد و از ابتدای دوره قاجار هیات های خارجی برای انجام کاوش های علمی به کشور آمده اند حضور این هیات ها فرصت خوبی برای انتقال دانش و تکنولوژی روز به باستان شناسان ایرانی ا (156, 309, 230, 524)
bottom-rule (4, 817, 627, 818)
sidebar-section-2-title: ایکال دانش روز یک ضرورت است (463, 170, 613, 179)
article-1-col-3: باستان شناسی در ایران سابقه ای طولانی دارد و از ابتدای دوره قاجار هیات های خارجی برای انجام کاوش های علمی به کشور آمده اند حضور این هیات ها فرصت خوبی برای انتقال دانش و تکنولوژی روز به باستان شناسان ایرانی است اما باید قوانین و چارچوب های مشخصی برای همکاری تدوین شود تا منافع ملی و میراث فرهنگی کشور حفظ شود و یافته های کاوش ها در داخل کشور باقی بماند باستان شناسی در ایران سابقه ای طولانی دارد و از ابتدای دوره قاجار هیات های خارجی برای انجام کاوش های علمی به کشور آمده اند حضور این هیات ها فرصت خوبی برای انتقال دانش و تکنولوژی روز به باستان شناسان ایرانی است اما باید قوانین و چارچوب های مشخصی برای همکاری تدوین شود تا منافع ملی و میراث فرهنگی کشور حفظ شود و یافته های کاوش ها در داخل کشور باقی بماند باستان شناسی در ایران سابقه ای طولانی دارد و از ابتدای دوره قاجار هیات های خارجی برای انجام کاوش های علمی به کشور آمده اند حضور این هیات ها فرصت خوبی برای انتقال دانش و تکنولوژی روز به باستان شناسان ایرانی است اما باید قوانین و چارچوب های مشخصی برای همکاری تدوین شود تا منافع ملی و میراث فرهنگی کشور حفظ شود و یافته های کاوش ها در داخل کشور باقی بماند باستان شناسی در ایران سابقه ای طولانی دارد و از ابتدای دوره قاجار هیات های خارجی برای انجام کاوش های علمی به کشور آمده اند حضور این هیات ها فرصت خوبی برای انتقال دانش و تکنولوژی روز به باستان شناسان ایرانی است اما باید قوانین و چارچوب های مشخصی برای همکاری تدوین شود تا منافع ملی و میراث فرهنگی کشور حفظ شود و یافته های کاوش ها در داخل کشور باقی بماند باستان شناسی در ایران سابقه ای طولانی دارد و از ابتدای دوره قاجار هیات های خارجی برای انجام کاوش های علمی به کشور آمده اند حضور این هیات ها فرصت خوبی برای انتقال دانش و تکنولوژی روز به باستان شناسان ایرانی است اما باید قوانین و چارچوب های مشخصی برای همکاری تدوین شود تا منافع ملی و میراث فرهنگی کشور حفظ شود و یافته های کاوش ها در داخل کشور باقی بماند باستان شناسی در ایران سابقه ای طولانی دارد و از ابتدای دوره قاجار هیات های خارجی برای انجام کاوش های علمی به کشور آمده اند حضور این هیات ها فرصت خوبی برای انتقال دانش و تکنولوژی روز به باستان شناسان ایرانی است اما باید قوانین و چارچوب های مشخصی برای همکاری تدوین شود تا منافع ملی و میراث فرهنگی کشور حفظ شود و یافته های کاوش ها در داخل کشور باقی بماند باستان شناسی در ایران سابقه ای طولانی دارد و از ابتدای دوره قاجار هیات های خارجی برای انجام کاوش های علمی به کشور آمده اند حضور این هیات ها فرصت خوبی (384, 309, 456, 524)
excavator-head (354, 722, 370, 738)
worker-hands (64, 766, 94, 778)
sidebar-section-3-text: باستان شناسی در ایران سابقه ای طولانی دارد و از ابتدای دوره قاجار هیات های خارجی برای انجام کاوش های علمی به کشور آمده اند حضور این هیات ها فرصت خوبی برای انتقال دانش و تکنولوژی روز به باستان شناسان ایرانی است اما باید قوانین و چارچوب های مشخصی برای همکاری تدوین شود تا منافع ملی و میراث فرهنگی کشور حفظ شود و یافته های کاوش ها در داخل کشور باقی بماند باستان شناسی در ایران سابقه ای طولانی دارد و از ابتدای دوره قاجار هیات های خارجی برای انجام کاوش های علمی به کشور آمده اند حضور این هیات ها فرصت خوبی برای انتقال دانش و تکنولوژی روز به باستان شناسان ایرانی است اما باید قوانین و چارچوب های مشخصی برای همکاری تدوین شود تا منافع ملی و میراث فرهنگی کشور حفظ شود و یافته های کاوش ها در داخل کشور باقی بماند باستان شناسی در ایران سابقه ای طولانی دارد و از ابتدای دوره قاجار هیات های خارجی برای انجام کاوش های علمی به کشور آمده اند حضور این هیات ها فرصت خوبی برای انتقال دانش و تکنولوژی روز به باستان شناسان ایرانی است اما باید قوانین و چارچوب های مشخصی برای همکاری تدوین شود تا منافع ملی و میراث فرهنگی کشور حفظ شود و یافته های کاوش ها در داخل کشور باقی بماند باستان شناسی در ایران سابقه ای طولانی دارد و از ابتدای دوره قاجار هیات های خارجی برای انجام کاوش های علمی به کشور آمده اند حضور این هیات ها فرصت خوبی برای انتقال دانش و تکنولوژی روز به باستان شناسان ایرانی است اما باید قوانین و چارچوب های مشخصی برای همکاری تدوین شود تا منافع ملی و میراث فرهنگی کشور حفظ شود و یافته های کاوش ها در داخل کشور باقی بماند باستان شناسی در ایران سابقه ای طولانی دارد و از ابتدای دوره قاجار هیات های خارجی برای انجام کاوش های علمی به کشور آمده اند حضور این هیات ها فرصت خوبی برای انتقال دانش و تکنولوژی روز به باستان شناسان ایرانی است اما باید قوانین و چارچوب های مشخصی برای همکاری تدوین شود تا منافع ملی و میراث فرهنگی کشور حفظ شود و یافته های کاوش ها در داخل کشور باقی بماند باستان شناسی در ایران سابقه ای طولانی دارد و از ابتدای دوره قاجار هیات های خارجی برای انجام کاوش های علمی به کشور آمده اند حضور این هیات ها فرصت خوبی برای انتقال دانش و تکنولوژی روز به باستان شناسان ایرانی است اما باید قوانین و چارچوب های مشخصی برای همکاری تدوین شود تا منافع ملی و میراث فرهنگی کشور حفظ شود و یافته های کاوش ها در داخل کشور باقی بماند باستان شناسی در ایران سابقه ای طولانی دارد و از ابتدای دوره قاجار هیات های خارجی برای انجام کاوش های علمی به کشور آمده اند حضور این هیات ها فرصت خوبی برای انتقال دانش و تکنولوژی روز به باستان شناسان ایرانی است اما باید قوانین و چارچوب های مشخصی برای همکاری تدوین شود تا منافع ملی و میراث فرهنگی کشور حفظ شود و یافته های کاوش ها در داخل کشور باقی بماند باستان شناسی در ایران سابقه ای طولانی دارد و از ابتدای دوره قاجار هیات های خارجی برای انجام کاوش های علمی به کشور آمده اند حضور این هیات ها فرصت خوبی برای انتقال دانش و تکنولوژی روز به باستان شناسان ایرانی است اما باید قوانین و چارچوب های مشخصی برای همکاری تدوین شود تا منافع ملی و میراث فرهنگی کشور حفظ شود و یافته های کاوش ها در داخل کشور باقی بماند باستان شناسی در ایران سابقه ای طولانی دارد و از ابتدای دوره قاجار هیات های خارجی برای انجام کاوش های علمی به کشور آمده اند حضور این هیات ها فرصت خوبی برای انتقال دانش و تکنولوژی روز به باستان شناسان ایرانی است اما باید قوانین و چارچوب های مشخصی برای همکاری تدوین شود تا منافع ملی و میراث فرهنگی کشور حفظ شود و یافته های کاوش ها در داخل کشور باقی بماند باستان شناسی در ایران سابقه ای طولانی دارد و از ابتدای دوره قاجار هیات های خارجی برای انجام کاوش های علمی به کشور آمده اند حضور این هیات ها فرصت خوبی برای انتقال دانش و تکنولوژی روز به باستان شناسان ایرانی است اما باید قوانین و چارچوب های مشخصی برای همکاری تدوین شود تا منافع ملی و میراث فرهنگی کشور حفظ شود و یافته های کاوش ها در داخل کشور باقی بماند باستان شناسی در ایران سابقه ای طولانی دارد و از ابتدای دوره قاجار هیات های خارجی برای انجام کاوش های علمی به کشور آمده اند حضور این هیات ها فرصت خوبی برای انتقال دانش و تکنولوژی روز به باستان شناسان ایرانی است اما باید قوانین و چارچوب های مشخصی برای همکاری تدوین شود تا منافع ملی و میراث فرهنگی کشور حفظ شود و یافته های کاوش ها در داخل کشور باقی بماند باستان شناسی در ایران سابقه ای طولانی دارد و از ابتدای دوره قاجار هیات های خارجی برای انجام کاوش های علمی به کشور آمده اند حضور این هیات ها فرصت خوبی برای انتقال دانش و تکنولوژی روز به باستان شناسان ایرانی است اما باید قوانین و چارچوب های مشخصی برای همکاری تدوین شود تا منافع ملی و میراث فره (463, 420, 613, 609)
dateline (614, 52, 628, 432)
ad-line-1: شماره ۴۳۴۶ (20, 11, 44, 16)
archaeologist-figure-2 (264, 34, 278, 64)
lead-body-col-2: باستان شناسی در ایران سابقه ای طولانی دارد و از ابتدای دوره قاجار هیات های خارجی برای انجام کاوش های علمی به کشور آمده اند حضور این هیات ها فرصت خوبی برای انتقال دانش و تکنولوژی روز به باستان شناسان ایرانی است اما باید قوانین و چارچوب های مشخصی برای همکاری تدوین شود تا منافع ملی و میراث فرهنگی کشور حفظ شود و یافته های کاوش ها در داخل کشور باقی بماند باستان شناسی در ایران سابقه ای طولانی دارد و از ابتدای دوره قاجار هیات های خارجی برای انجام کاوش های علمی به کشور آمده اند حضور این هیات ها فرصت خوبی برای انتقال دانش و تکنولوژی روز به باستان شناسان ایرانی است اما باید قوانین و چارچوب های مشخصی برای همکاری تدوین شود تا منافع ملی و میراث فرهنگی کشور حفظ شود و یافته های کاوش ه (158, 222, 230, 287)
skeleton-remains (94, 748, 174, 782)
masthead (463, 4, 627, 50)
article-3-col-1: باستان شناسی در ایران سابقه ای طولانی دارد و از ابتدای دوره قاجار هیات های خارجی برای انجام کاوش های علمی به کشور آمده اند حضور این هیات ها فرصت خوبی برای انتقال دانش و تکنولوژی روز به باستان شناسان ایرانی است اما باید قوانین و چارچوب های مشخصی برای همکاری تدوین شود تا منافع ملی و میراث فرهنگی کشور حفظ شود و یافته های کاوش ها در داخل کشور باقی بماند باستان شناسی در ایران سابقه ای طولانی دارد و از ابتدای دوره قاجار هیات های خارجی برای انجام کاوش های علمی به کشور آمده اند حضور این هیات ها فرصت خوبی برای انتقال دانش و تکنولوژی روز به باستان شناسان ایرانی است اما باید قوانین و چارچوب های مشخصی برای همکاری تدوین شود تا منافع ملی و میراث فرهنگی کشور حفظ شود و یافته های کاوش ها در داخل کشور باقی بماند باستان شناسی در ایران سابقه ای طولانی دارد و از ابتدای دوره قاجار هیات های خارجی برای انجام کاوش های علمی به کشور آمده اند حضور این هیات ها فرصت خوبی برای انتقال دانش و تکنولوژی روز به باستان شناسان ایرانی است اما باید قوانین و چارچوب های مشخصی برای همکاری تدوین شود تا منافع ملی و میراث فرهنگی کشور حفظ شود و یافته های کاوش ها در داخل کشور باقی بماند باستان شناسی در ایران سابقه ای طولانی دارد و از ابتدای دوره قاجار هیات های خارجی برای انجام کاوش های علمی به کشور آمده اند حضور این هیات ها فرصت خوبی برای انتقال دانش و تکنولوژی روز به باستان شناسان ایرانی است اما باید قوانین و چارچوب های مشخصی برای همکاری تدوین شود تا منافع ملی و میراث فرهنگی کشور حفظ شود و یافته های کاوش ها در داخل کشور باقی بماند باستان شناسی در ایران سابقه ای طولانی دارد و از ابتدای دوره قاجار هیات های خارجی برای انجام کاوش های علمی به کشور آمده اند حضور این هیات ها فرصت خوبی برای انتقال دانش و تکنولوژی روز به باستان شناسان ایرانی است اما باید قوانین و چارچوب های مشخصی برای همکاری تدوین شود (234, 547, 306, 705)
lead-headline-line-2: خارجی در ایران (174, 195, 288, 215)
lead-body-col-5: باستان شناسی در ایران سابقه ای طولانی دارد و از ابتدای دوره قاجار هیات های خارجی برای انجام کاوش های علمی به کشور آمده اند حضور این هیات ها فرصت خوبی برای انتقال دانش و تکنولوژی روز به باستان شناسان ایرانی است اما باید قوانین و چارچوب های مشخصی برای همکاری تدوین شود تا منافع ملی و میراث فرهنگی کشور حفظ شود و یافته های کاوش ها در داخل کشور باقی بماند باستان شناسی در ایران سابقه ای طولانی دارد و از ابتدای دوره قاجار ه (382, 248, 456, 287)
article-1-col-1: باستان شناسی در ایران سابقه ای طولانی دارد و از ابتدای دوره قاجار هیات های خارجی برای انجام کاوش های علمی به کشور آمده اند حضور این هیات ها فرصت خوبی برای انتقال دانش و تکنولوژی روز به باستان شناسان ایرانی است اما باید قوانین و چارچوب های مشخصی برای همکاری تدوین شود تا منافع ملی و میراث فرهنگی کشور حفظ شود و یافته های کاوش ها در داخل کشور باقی بماند باستان شناسی در ایران سابقه ای طولانی دارد و از ابتدای دوره قاجار هیات های خارجی برای انجام کاوش های علمی به کشور آمده اند حضور این هیات ها فرصت خوبی برای انتقال دانش و تکنولوژی روز به باستان شناسان ایرانی است اما باید قوانین و چارچوب های مشخصی برای همکاری تدوین شود تا منافع ملی و میراث فرهنگی کشور حفظ شود و یافته های کاوش ها در داخل کشور باقی بماند باستان شناسی در ایران سابقه ای طولانی دارد و از ابتدای دوره قاجار هیات های خارجی برای انجام کاوش های علمی به کشور آمده اند حضور این هیات ها فرصت خوبی برای انتقال دانش و تکنولوژی روز به باستان شناسان ایرانی است اما باید قوانین و چارچوب های مشخصی برای همکاری تدوین شود تا منافع ملی و میراث فرهنگی کشور حفظ شود و یافته های کاوش ها در داخل کشور باقی بماند باستان شناسی در ایران سابقه ای طولانی دارد و از ابتدای دوره قاجار هیات های خارجی برای انجام کاوش های علمی به کشور آمده اند حضور این هیات ها فرصت خوبی برای انتقال دانش و تکنولوژی روز به باستان شناسان ایرانی است اما باید قوانین و چارچوب های مشخصی برای همکاری تدوین شود تا منافع ملی و میراث فرهنگی کشور حفظ شود و یافته های کاوش ها در داخل کشور باقی بماند باستان شناسی در ایران سابقه ای طولانی دارد و از ابتدای دوره قاجار هیات های خارجی برای انجام کاوش های علمی به کشور آمده اند حضور این هیات ها فرصت خوبی برای انتقال دانش و تکنولوژی روز به باستان شناسان ایرانی است اما باید قوانین و چارچوب های مشخصی برای همکاری تدوین شود تا منافع ملی و میراث فرهنگی کشور حفظ شود و یافته های کاوش ها در داخل کشور باقی بماند باستان شناسی در ایران سابقه ای طولانی دارد و از ابتدای دوره قاجار هیات های خارجی برای انجام کاوش های علمی به کشور آمده اند حضور این هیات ها فرصت خوبی برای انتقال دانش و تکنولوژی روز به باستان شناسان ایرانی است اما باید قوانین و چارچوب های مشخصی برای همکاری تدوین شود تا منافع ملی و میراث فرهنگی کشور حفظ شود و یافته های کاوش ها در داخل کشور باقی بماند باستان شناسی در ایران سابقه ای طولانی دارد و از ابتدای دوره قاجار هیات های خارجی برای انجام کاوش های علمی به کشور آمده اند حضور این هیات ها فرصت خوبی (234, 309, 306, 524)
lead-kicker: پیشکسوتان باستان‌شناسی ایران در مورد حضور هیات‌های باستان‌شناسی خارجی می‌گویند (90, 154, 372, 162)
lead-body-col-4: باستان شناسی در ایران سابقه ای طولانی دارد و از ابتدای دوره قاجار هیات های خارجی برای انجام کاوش های علمی به کشور آمده اند حضور این هیات ها فرصت خوبی برای انتقال دانش و تکنولوژی روز به باستان شناسان ایرانی است اما باید قوانین و چارچوب های مشخصی برای همکاری تدوین شود تا منافع ملی و میراث فرهنگی کشور حفظ شود و یافته های کاوش ها در داخل کشور باقی بماند باستان شناسی در ایران سابقه ای طولانی دارد و از ابتدای دوره قاجار هیات های خارجی برای انجام کاوش های علمی به کشور آمده اند حضور این هیات ها فرصت خوبی برای انتقال دانش و تکنولوژی روز به باستان شناسان ایرانی است اما باید قوانین و چارچوب های مشخصی برای همکاری تدوین شود تا منافع ملی و میراث فرهنگی کشور حفظ شود و (310, 222, 380, 287)
photo-bones-excavation (4, 708, 230, 816)
